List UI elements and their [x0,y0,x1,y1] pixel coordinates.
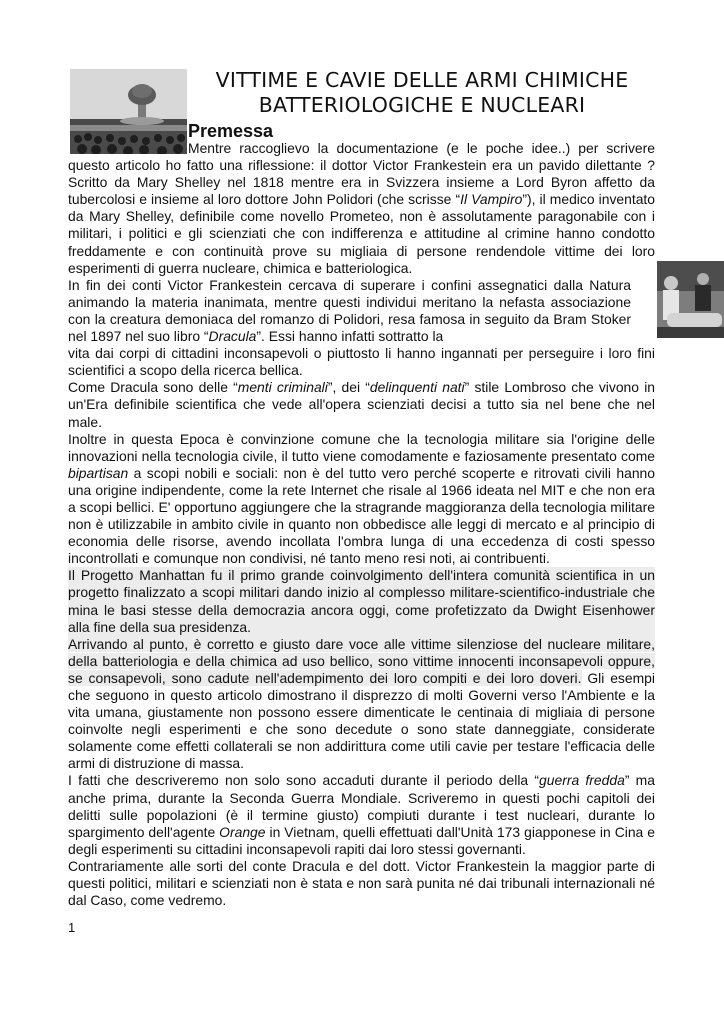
paragraph-4 [68,431,655,568]
paragraph-3-text-b: ”, dei “ [327,379,370,396]
paragraph-2-continued: vita dai corpi di cittadini inconsapevoli o piuttosto li hanno ingannati per perseguire i loro fini scientifici a scopo della ricerca bellica. [68,345,655,379]
paragraph-7-text-b: ” ma anche prima, durante la Seconda Guerra Mondiale. Scriveremo in questi pochi capitoli dei delitti sulle popolazioni (è il termine giusto) compiuti durante i test nucleari, durante lo spargimento dell'agente [68,772,655,840]
paragraph-3-text-a: Come Dracula sono delle “ [68,379,238,396]
paragraph-2 [68,277,631,345]
word-bipartisan: bipartisan [68,464,129,481]
paragraph-2-text-b: ”. Essi hanno infatti sottratto la [256,328,444,345]
paragraph-3-text-c: ” stile Lombroso che vivono in un'Era definibile scientifica che vede all'opera scienziati decisi a tutto sia nel bene che nel male. [68,379,656,430]
paragraph-7 [68,772,655,857]
word-orange: Orange [219,823,266,840]
paragraph-4-text-a: Inoltre in questa Epoca è convinzione comune che la tecnologia militare sia l'origine delle innovazioni nella tecnologia civile, il tutto viene comodamente e faziosamente presentato come [68,430,655,464]
paragraph-3 [68,379,655,430]
paragraph-6-highlight: Arrivando al punto, è corretto e giusto dare voce alle vittime silenziose del nucleare militare, della batteriologia e della chimica ad uso bellico, sono vittime innocenti inconsapevoli oppure, se consapevoli, sono cadute nell'adempimento dei loro compiti e dei loro doveri. [68,635,655,686]
paragraph-1-text-b: ”), il medico inventato da Mary Shelley, definibile come novello Prometeo, non è assolutamente paragonabile con i militari, i politici e gli scienziati che con indifferenza e attitudine al crimine hanno condotto freddamente e con continuità prove su migliaia di persone rendendole vittime dei loro esperimenti di guerra nucleare, chimica e batteriologica. [68,191,656,276]
section-heading: Premessa [188,121,274,141]
phrase-menti-criminali: menti criminali [237,379,328,396]
title-il-vampiro: Il Vampiro [460,191,523,208]
film-still-image [657,261,724,338]
frankenstein-film-photo [657,261,724,338]
paragraph-4-text-b: a scopi nobili e sociali: non è del tutto vero perché scoperte e ritrovati civili hanno una origine indipendente, come la rete Internet che risale al 1966 ideata nel MIT e che non era a scopi bellici. E' opportuno aggiungere che la stragrande maggioranza della tecnologia militare non è utilizzabile in ambito civile in quanto non obbedisce alle leggi di mercato e al principio di economia delle risorse, avendo incollata l'ombra lunga di una eccedenza di costi spesso incontrollati e comunque non condivisi, né tanto meno resi noti, ai contribuenti. [68,464,655,567]
paragraph-1 [68,140,655,277]
paragraph-6-text: Gli esempi che seguono in questo articolo dimostrano il disprezzo di molti Governi verso l'Ambiente e la vita umana, giustamente non possono essere dimenticate le centinaia di migliaia di persone coinvolte negli esperimenti e che sono decedute o sono state danneggiate, considerate solamente come effetti collaterali se non addirittura come utili cavie per testare l'efficacia delle armi di distruzione di massa. [68,669,655,772]
paragraph-2-text-a: In fin dei conti Victor Frankestein cercava di superare i confini assegnatici dalla Natura animando la materia inanimata, mentre questi individui meritano la nefasta associazione con la creatura demoniaca del romanzo di Polidori, resa famosa in seguito da Bram Stoker nel 1897 nel suo libro “ [68,276,631,345]
title-line-2: BATTERIOLOGICHE E NUCLEARI [258,93,586,117]
document-title [188,68,656,118]
paragraph-1-text-a: Mentre raccoglievo la documentazione (e le poche idee..) per scrivere questo articolo ho fatto una riflessione: il dottor Victor Frankestein era un pavido dilettante ? Scritto da Mary Shelley nel 1818 mentre era in Svizzera insieme a Lord Byron affetto da tubercolosi e insieme al loro dottore John Polidori (che scrisse “ [68,140,655,208]
paragraph-8: Contrariamente alle sorti del conte Dracula e del dott. Victor Frankestein la maggior parte di questi politici, militari e scienziati non è stata e non sarà punita né dai tribunali internazionali né dal Caso, come vedremo. [68,857,655,909]
page-number: 1 [68,920,76,935]
paragraph-7-text-c: in Vietnam, quelli effettuati dall'Unità 173 giapponese in Cina e degli esperimenti su cittadini inconsapevoli rapiti dai loro stessi governanti. [68,823,655,857]
title-line-1: VITTIME E CAVIE DELLE ARMI CHIMICHE [215,68,629,92]
phrase-guerra-fredda: guerra fredda [539,772,625,789]
paragraph-5: Il Progetto Manhattan fu il primo grande coinvolgimento dell'intera comunità scientifica in un progetto finalizzato a scopi militari dando inizio al complesso militare-scientifico-industriale che mina le basi stesse della democrazia ancora oggi, come profetizzato da Dwight Eisenhower alla fine della sua presidenza. [68,567,655,635]
title-dracula: Dracula [208,328,257,345]
phrase-delinquenti-nati: delinquenti nati [369,379,465,396]
paragraph-7-text-a: I fatti che descriveremo non solo sono accaduti durante il periodo della “ [68,772,540,789]
paragraph-6 [68,636,655,773]
article-body [68,140,655,909]
